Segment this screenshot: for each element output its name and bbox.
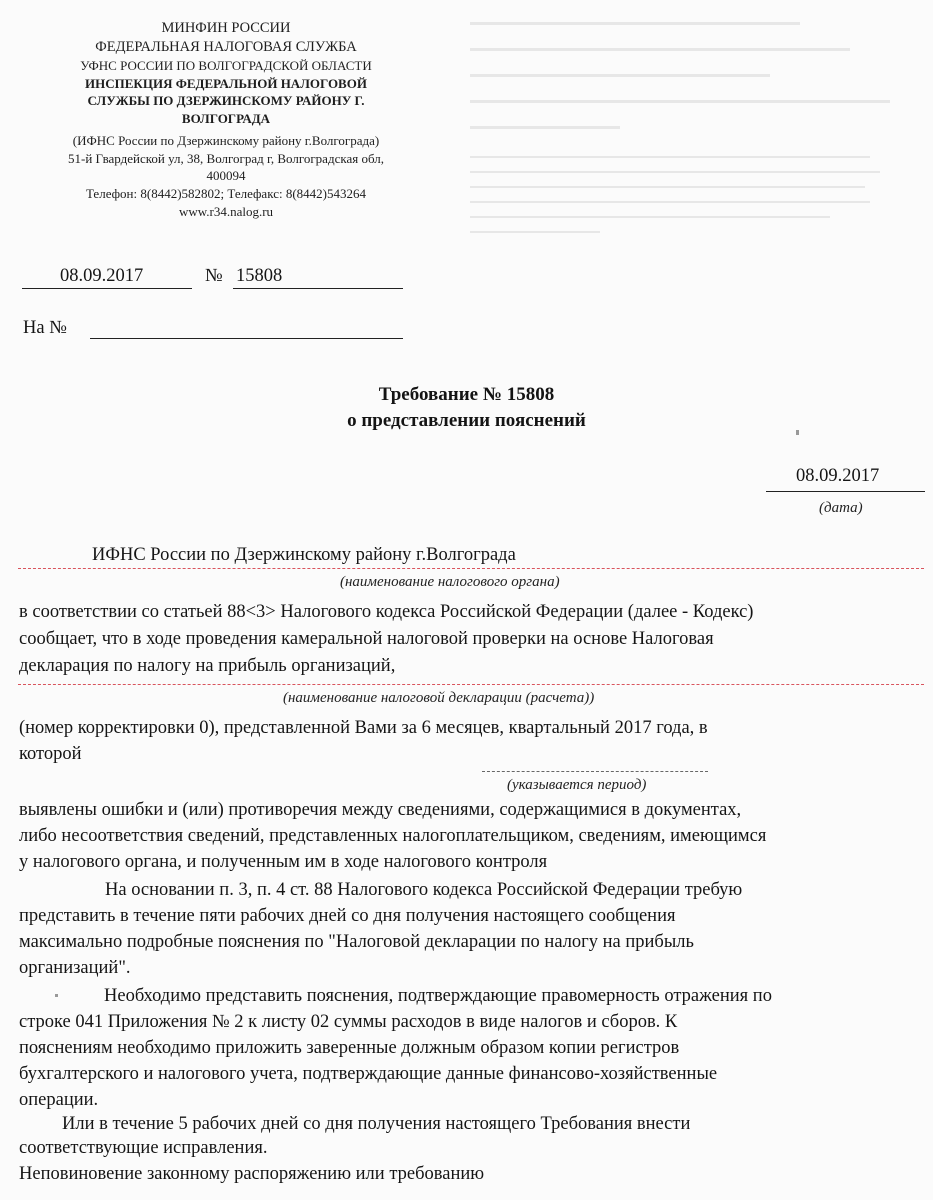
tax-authority-name: ИФНС России по Дзержинскому району г.Волгограда xyxy=(92,545,516,565)
body-p1-line1: в соответствии со статьей 88<3> Налогового кодекса Российской Федерации (далее - Кодекс) xyxy=(19,602,754,622)
header-inspection-line3: ВОЛГОГРАДА xyxy=(181,111,271,126)
header-inspection-line1: ИНСПЕКЦИЯ ФЕДЕРАЛЬНОЙ НАЛОГОВОЙ xyxy=(85,76,367,91)
body-p5-line3: пояснениям необходимо приложить заверенные должным образом копии регистров xyxy=(19,1038,680,1058)
scan-speck xyxy=(55,994,58,997)
period-dashed-line xyxy=(482,771,708,772)
header-regional-office: УФНС РОССИИ ПО ВОЛГОГРАДСКОЙ ОБЛАСТИ xyxy=(80,58,372,73)
header-address: 51-й Гвардейской ул, 38, Волгоград г, Волгоградская обл, xyxy=(68,151,384,166)
body-p4-line3: максимально подробные пояснения по "Налоговой декларации по налогу на прибыль xyxy=(19,932,694,952)
tax-authority-dashed-line xyxy=(18,568,924,569)
declaration-caption: (наименование налоговой декларации (расчета)) xyxy=(283,690,595,706)
header-service: ФЕДЕРАЛЬНАЯ НАЛОГОВАЯ СЛУЖБА xyxy=(95,39,357,55)
body-p4-line4: организаций". xyxy=(19,958,131,978)
header-ministry: МИНФИН РОССИИ xyxy=(161,20,291,36)
document-date-caption: (дата) xyxy=(819,500,863,516)
outgoing-number-underline xyxy=(233,288,403,289)
body-p5-line5: операции. xyxy=(19,1090,99,1110)
body-p2-line2: которой xyxy=(19,744,82,764)
body-p4-line1: На основании п. 3, п. 4 ст. 88 Налогового кодекса Российской Федерации требую xyxy=(105,880,743,900)
body-p6-line1: Или в течение 5 рабочих дней со дня получения настоящего Требования внести xyxy=(62,1114,691,1134)
reply-to-underline xyxy=(90,338,403,339)
outgoing-date-underline xyxy=(22,288,192,289)
header-inspection-line2: СЛУЖБЫ ПО ДЗЕРЖИНСКОМУ РАЙОНУ Г. xyxy=(87,93,365,108)
body-p5-line1: Необходимо представить пояснения, подтверждающие правомерность отражения по xyxy=(104,986,772,1006)
header-short-name: (ИФНС России по Дзержинскому району г.Волгограда) xyxy=(72,133,380,148)
body-p3-line2: либо несоответствия сведений, представленных налогоплательщиком, сведениям, имеющимся xyxy=(19,826,767,846)
declaration-dashed-line xyxy=(18,684,924,685)
body-p3-line3: у налогового органа, и полученным им в ходе налогового контроля xyxy=(19,852,548,872)
document-date-underline xyxy=(766,491,925,492)
body-p1-line2: сообщает, что в ходе проведения камеральной налоговой проверки на основе Налоговая xyxy=(19,629,714,649)
outgoing-date: 08.09.2017 xyxy=(60,266,144,286)
period-caption: (указывается период) xyxy=(507,777,647,793)
header-phone: Телефон: 8(8442)582802; Телефакс: 8(8442)543264 xyxy=(85,186,366,201)
scan-speck xyxy=(796,430,799,435)
body-p5-line2: строке 041 Приложения № 2 к листу 02 суммы расходов в виде налогов и сборов. К xyxy=(19,1012,678,1032)
body-p2-line1: (номер корректировки 0), представленной Вами за 6 месяцев, квартальный 2017 года, в xyxy=(19,718,708,738)
bleed-through-stamp xyxy=(470,8,910,248)
document-subtitle: о представлении пояснений xyxy=(347,410,586,431)
body-p6-line2: соответствующие исправления. xyxy=(19,1138,268,1158)
body-p4-line2: представить в течение пяти рабочих дней со дня получения настоящего сообщения xyxy=(19,906,676,926)
tax-authority-caption: (наименование налогового органа) xyxy=(340,574,560,590)
document-date: 08.09.2017 xyxy=(796,466,880,486)
body-p1-line3: декларация по налогу на прибыль организаций, xyxy=(19,656,396,676)
body-p5-line4: бухгалтерского и налогового учета, подтверждающие данные финансово-хозяйственные xyxy=(19,1064,718,1084)
document-title: Требование № 15808 xyxy=(378,384,555,405)
reply-to-label: На № xyxy=(23,318,67,338)
outgoing-number-sign: № xyxy=(205,266,223,286)
body-p3-line1: выявлены ошибки и (или) противоречия между сведениями, содержащимися в документах, xyxy=(19,800,742,820)
header-postcode: 400094 xyxy=(206,168,246,183)
outgoing-number: 15808 xyxy=(236,266,283,286)
body-p7-line1: Неповиновение законному распоряжению или требованию xyxy=(19,1164,485,1184)
header-website: www.r34.nalog.ru xyxy=(178,204,274,219)
